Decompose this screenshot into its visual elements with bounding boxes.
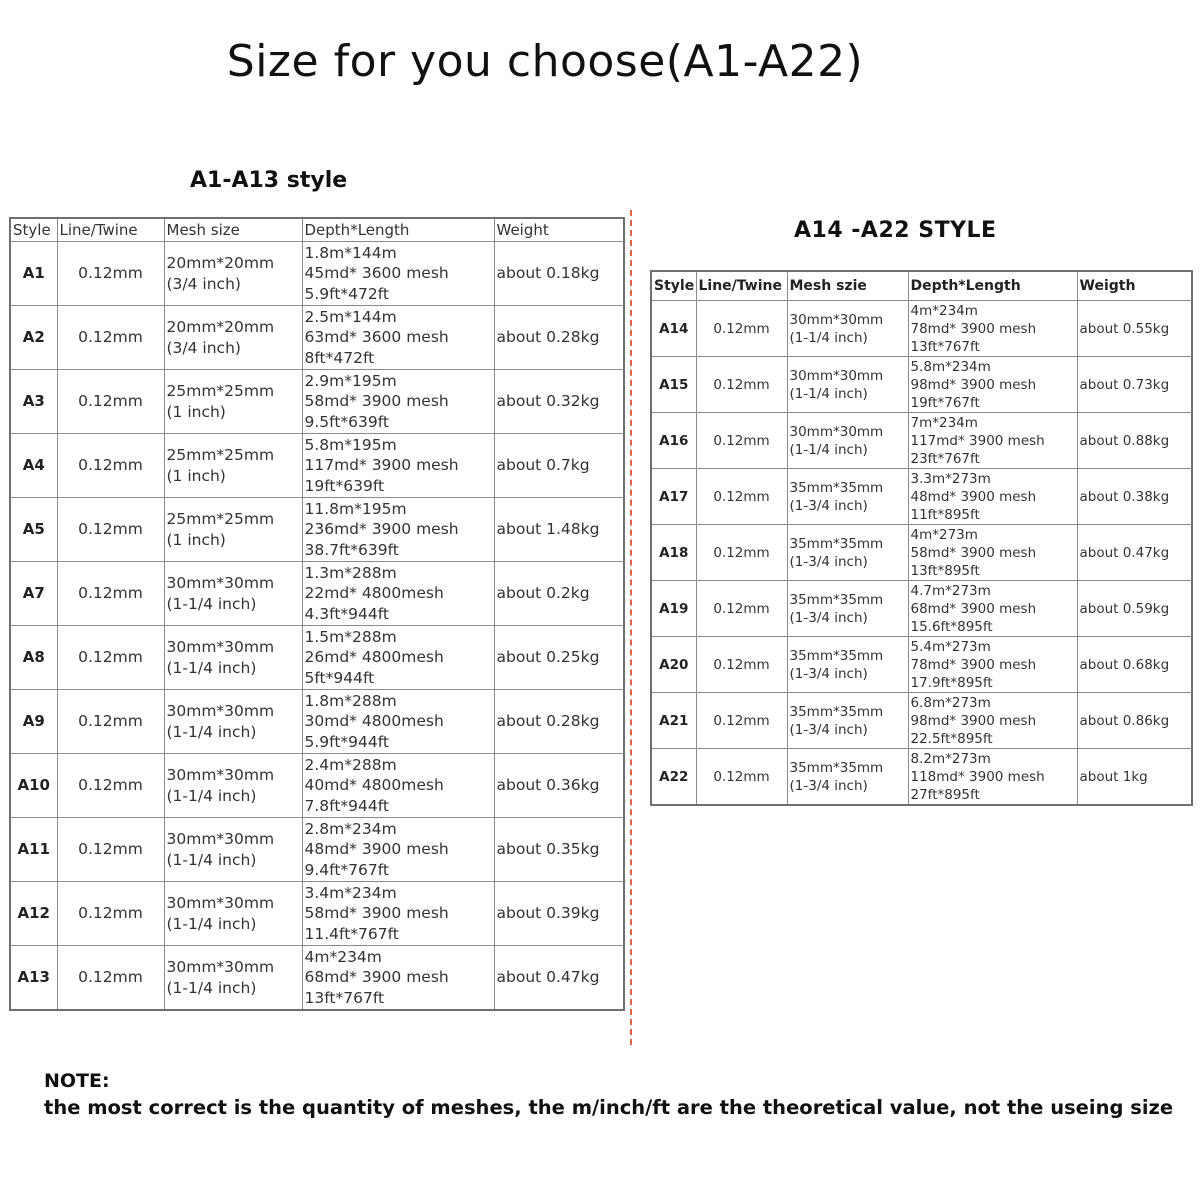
depth-length-cell-line: 8.2m*273m [910,750,991,767]
depth-length-cell-line: 7m*234m [910,414,978,431]
mesh-size-cell-line: 30mm*30mm [166,702,275,720]
weight-cell: about 0.55kg [1077,301,1192,357]
weight-cell: about 0.47kg [1077,525,1192,581]
table-header-row [651,271,1192,301]
mesh-size-cell-line: (3/4 inch) [166,338,241,357]
style-cell: A1 [10,242,57,306]
depth-length-cell [908,469,1077,525]
table-row [651,469,1192,525]
depth-length-cell [302,562,494,626]
weight-cell: about 0.28kg [494,690,624,754]
depth-length-cell-line: 8ft*472ft [304,348,375,367]
mesh-size-cell-line: 30mm*30mm [166,766,275,784]
line-twine-cell: 0.12mm [696,637,787,693]
mesh-size-cell-line: 35mm*35mm [789,759,884,776]
mesh-size-cell-line: (1-3/4 inch) [789,777,868,794]
line-twine-cell: 0.12mm [57,306,164,370]
depth-length-cell-line: 2.5m*144m [304,307,397,326]
depth-length-cell-line: 118md* 3900 mesh [910,768,1045,785]
weight-cell: about 0.68kg [1077,637,1192,693]
depth-length-cell-line: 4.3ft*944ft [304,604,390,623]
depth-length-cell [908,581,1077,637]
weight-cell: about 0.88kg [1077,413,1192,469]
style-cell: A16 [651,413,696,469]
mesh-size-cell-line: 20mm*20mm [166,318,275,336]
mesh-size-cell [787,693,908,749]
mesh-size-cell [787,413,908,469]
depth-length-cell-line: 68md* 3900 mesh [304,968,449,987]
header-weight: Weight [494,218,624,242]
table-row [10,562,624,626]
style-cell: A14 [651,301,696,357]
header-depth-length: Depth*Length [908,271,1077,301]
depth-length-cell-line: 11.8m*195m [304,499,407,518]
depth-length-cell-line: 7.8ft*944ft [304,796,390,815]
table-row [651,357,1192,413]
depth-length-cell-line: 38.7ft*639ft [304,540,399,559]
line-twine-cell: 0.12mm [57,562,164,626]
depth-length-cell-line: 17.9ft*895ft [910,674,993,691]
note-block [44,1070,1173,1119]
table-row [651,637,1192,693]
style-cell: A9 [10,690,57,754]
style-cell: A20 [651,637,696,693]
depth-length-cell [302,818,494,882]
mesh-size-cell-line: (3/4 inch) [166,274,241,293]
table-row [10,434,624,498]
header-style: Style [651,271,696,301]
note-text: the most correct is the quantity of meshes, the m/inch/ft are the theoretical value, not the useing size [44,1096,1174,1119]
depth-length-cell-line: 23ft*767ft [910,450,980,467]
line-twine-cell: 0.12mm [57,818,164,882]
mesh-size-cell [164,370,302,434]
line-twine-cell: 0.12mm [57,946,164,1011]
depth-length-cell-line: 9.4ft*767ft [304,860,390,879]
table-row [10,690,624,754]
table-row [651,301,1192,357]
mesh-size-cell [164,818,302,882]
depth-length-cell-line: 98md* 3900 mesh [910,376,1037,393]
style-cell: A19 [651,581,696,637]
weight-cell: about 0.18kg [494,242,624,306]
header-mesh-size: Mesh size [164,218,302,242]
mesh-size-cell [164,242,302,306]
mesh-size-cell [164,562,302,626]
mesh-size-cell-line: 30mm*30mm [166,958,275,976]
depth-length-cell-line: 98md* 3900 mesh [910,712,1037,729]
mesh-size-cell-line: 25mm*25mm [166,382,275,400]
line-twine-cell: 0.12mm [696,749,787,806]
style-cell: A2 [10,306,57,370]
depth-length-cell-line: 68md* 3900 mesh [910,600,1037,617]
depth-length-cell-line: 3.4m*234m [304,883,397,902]
table-header-row [10,218,624,242]
depth-length-cell-line: 1.3m*288m [304,563,397,582]
weight-cell: about 0.36kg [494,754,624,818]
mesh-size-cell [164,626,302,690]
depth-length-cell [908,357,1077,413]
depth-length-cell-line: 30md* 4800mesh [304,712,444,731]
line-twine-cell: 0.12mm [696,581,787,637]
depth-length-cell-line: 9.5ft*639ft [304,412,390,431]
depth-length-cell-line: 78md* 3900 mesh [910,656,1037,673]
line-twine-cell: 0.12mm [696,301,787,357]
depth-length-cell-line: 11.4ft*767ft [304,924,399,943]
weight-cell: about 0.32kg [494,370,624,434]
mesh-size-cell-line: (1-1/4 inch) [166,978,257,997]
mesh-size-cell-line: 35mm*35mm [789,703,884,720]
depth-length-cell-line: 2.8m*234m [304,819,397,838]
size-table-a1-a13 [9,217,625,1011]
weight-cell: about 0.35kg [494,818,624,882]
weight-cell: about 0.28kg [494,306,624,370]
depth-length-cell-line: 5.8m*234m [910,358,991,375]
mesh-size-cell-line: 20mm*20mm [166,254,275,272]
mesh-size-cell-line: 35mm*35mm [789,647,884,664]
style-cell: A18 [651,525,696,581]
mesh-size-cell-line: (1-3/4 inch) [789,609,868,626]
style-cell: A10 [10,754,57,818]
depth-length-cell [908,749,1077,806]
depth-length-cell [908,693,1077,749]
depth-length-cell [302,370,494,434]
header-depth-length: Depth*Length [302,218,494,242]
table-row [10,946,624,1011]
mesh-size-cell [164,946,302,1011]
depth-length-cell [302,882,494,946]
line-twine-cell: 0.12mm [57,754,164,818]
style-cell: A15 [651,357,696,413]
depth-length-cell-line: 2.4m*288m [304,755,397,774]
weight-cell: about 0.47kg [494,946,624,1011]
mesh-size-cell-line: 30mm*30mm [789,311,884,328]
mesh-size-cell-line: (1-1/4 inch) [166,914,257,933]
mesh-size-cell-line: (1-3/4 inch) [789,721,868,738]
style-cell: A22 [651,749,696,806]
style-cell: A21 [651,693,696,749]
mesh-size-cell-line: (1-1/4 inch) [166,786,257,805]
depth-length-cell [302,498,494,562]
mesh-size-cell-line: 35mm*35mm [789,535,884,552]
mesh-size-cell-line: 30mm*30mm [166,894,275,912]
line-twine-cell: 0.12mm [57,498,164,562]
line-twine-cell: 0.12mm [57,626,164,690]
depth-length-cell [908,637,1077,693]
depth-length-cell-line: 236md* 3900 mesh [304,520,459,539]
depth-length-cell-line: 15.6ft*895ft [910,618,993,635]
left-section-heading: A1-A13 style [190,168,348,193]
mesh-size-cell [164,498,302,562]
mesh-size-cell-line: 30mm*30mm [166,638,275,656]
depth-length-cell-line: 1.8m*288m [304,691,397,710]
line-twine-cell: 0.12mm [57,242,164,306]
depth-length-cell-line: 45md* 3600 mesh [304,264,449,283]
mesh-size-cell-line: 30mm*30mm [166,574,275,592]
weight-cell: about 1.48kg [494,498,624,562]
table-row [651,525,1192,581]
style-cell: A13 [10,946,57,1011]
depth-length-cell [302,626,494,690]
mesh-size-cell [164,434,302,498]
mesh-size-cell-line: (1-1/4 inch) [789,385,868,402]
depth-length-cell [302,242,494,306]
header-mesh-size: Mesh szie [787,271,908,301]
style-cell: A4 [10,434,57,498]
style-cell: A3 [10,370,57,434]
mesh-size-cell-line: 35mm*35mm [789,591,884,608]
mesh-size-cell-line: (1-1/4 inch) [166,594,257,613]
table-row [651,413,1192,469]
page-title: Size for you choose(A1-A22) [226,36,864,87]
note-label: NOTE: [44,1070,110,1092]
depth-length-cell-line: 5ft*944ft [304,668,375,687]
weight-cell: about 0.2kg [494,562,624,626]
weight-cell: about 0.39kg [494,882,624,946]
depth-length-cell-line: 11ft*895ft [910,506,980,523]
mesh-size-cell [164,754,302,818]
style-cell: A7 [10,562,57,626]
weight-cell: about 0.86kg [1077,693,1192,749]
depth-length-cell-line: 5.8m*195m [304,435,397,454]
table-row [10,754,624,818]
table-row [10,370,624,434]
section-divider [630,210,632,1045]
depth-length-cell-line: 1.5m*288m [304,627,397,646]
depth-length-cell-line: 6.8m*273m [910,694,991,711]
size-table-a14-a22 [650,270,1193,806]
depth-length-cell [908,301,1077,357]
line-twine-cell: 0.12mm [57,690,164,754]
mesh-size-cell-line: (1-1/4 inch) [166,658,257,677]
depth-length-cell-line: 27ft*895ft [910,786,980,803]
header-style: Style [10,218,57,242]
mesh-size-cell [787,637,908,693]
depth-length-cell-line: 5.9ft*944ft [304,732,390,751]
mesh-size-cell [787,469,908,525]
depth-length-cell-line: 3.3m*273m [910,470,991,487]
depth-length-cell-line: 4m*234m [304,947,382,966]
mesh-size-cell-line: 30mm*30mm [789,367,884,384]
line-twine-cell: 0.12mm [57,370,164,434]
weight-cell: about 0.73kg [1077,357,1192,413]
style-cell: A5 [10,498,57,562]
depth-length-cell-line: 63md* 3600 mesh [304,328,449,347]
depth-length-cell-line: 58md* 3900 mesh [304,392,449,411]
mesh-size-cell [787,301,908,357]
mesh-size-cell-line: 30mm*30mm [166,830,275,848]
mesh-size-cell-line: (1-3/4 inch) [789,497,868,514]
depth-length-cell-line: 19ft*639ft [304,476,385,495]
mesh-size-cell-line: (1 inch) [166,530,226,549]
depth-length-cell-line: 117md* 3900 mesh [910,432,1045,449]
table-row [651,749,1192,806]
depth-length-cell-line: 58md* 3900 mesh [304,904,449,923]
depth-length-cell-line: 13ft*895ft [910,562,980,579]
mesh-size-cell-line: 25mm*25mm [166,446,275,464]
weight-cell: about 0.7kg [494,434,624,498]
weight-cell: about 1kg [1077,749,1192,806]
mesh-size-cell-line: (1 inch) [166,466,226,485]
depth-length-cell [908,525,1077,581]
depth-length-cell-line: 40md* 4800mesh [304,776,444,795]
depth-length-cell-line: 2.9m*195m [304,371,397,390]
mesh-size-cell [164,306,302,370]
mesh-size-cell-line: (1 inch) [166,402,226,421]
depth-length-cell-line: 1.8m*144m [304,243,397,262]
line-twine-cell: 0.12mm [696,413,787,469]
table-body [10,242,624,1011]
mesh-size-cell-line: (1-1/4 inch) [789,441,868,458]
depth-length-cell [302,434,494,498]
mesh-size-cell-line: (1-1/4 inch) [166,722,257,741]
depth-length-cell [302,754,494,818]
mesh-size-cell-line: (1-1/4 inch) [166,850,257,869]
depth-length-cell-line: 22.5ft*895ft [910,730,993,747]
table-row [651,693,1192,749]
depth-length-cell-line: 5.4m*273m [910,638,991,655]
depth-length-cell-line: 78md* 3900 mesh [910,320,1037,337]
mesh-size-cell [787,749,908,806]
line-twine-cell: 0.12mm [696,693,787,749]
weight-cell: about 0.25kg [494,626,624,690]
line-twine-cell: 0.12mm [57,882,164,946]
table-row [10,882,624,946]
style-cell: A11 [10,818,57,882]
depth-length-cell-line: 19ft*767ft [910,394,980,411]
depth-length-cell [302,946,494,1011]
table-row [10,626,624,690]
header-weight: Weigth [1077,271,1192,301]
depth-length-cell-line: 4m*273m [910,526,978,543]
mesh-size-cell-line: (1-1/4 inch) [789,329,868,346]
style-cell: A8 [10,626,57,690]
depth-length-cell-line: 117md* 3900 mesh [304,456,459,475]
depth-length-cell-line: 48md* 3900 mesh [910,488,1037,505]
depth-length-cell-line: 13ft*767ft [910,338,980,355]
depth-length-cell-line: 13ft*767ft [304,988,385,1007]
line-twine-cell: 0.12mm [696,469,787,525]
mesh-size-cell [164,690,302,754]
depth-length-cell-line: 4m*234m [910,302,978,319]
depth-length-cell-line: 26md* 4800mesh [304,648,444,667]
depth-length-cell-line: 5.9ft*472ft [304,284,390,303]
header-line-twine: Line/Twine [57,218,164,242]
table-row [10,242,624,306]
table-row [10,498,624,562]
mesh-size-cell [787,525,908,581]
depth-length-cell [302,690,494,754]
line-twine-cell: 0.12mm [696,357,787,413]
line-twine-cell: 0.12mm [696,525,787,581]
mesh-size-cell-line: 25mm*25mm [166,510,275,528]
right-section-heading: A14 -A22 STYLE [794,218,997,243]
mesh-size-cell [787,357,908,413]
table-body [651,301,1192,806]
table-row [651,581,1192,637]
depth-length-cell [302,306,494,370]
style-cell: A17 [651,469,696,525]
table-row [10,818,624,882]
table-row [10,306,624,370]
depth-length-cell-line: 4.7m*273m [910,582,991,599]
mesh-size-cell [164,882,302,946]
header-line-twine: Line/Twine [696,271,787,301]
depth-length-cell-line: 22md* 4800mesh [304,584,444,603]
mesh-size-cell-line: 30mm*30mm [789,423,884,440]
style-cell: A12 [10,882,57,946]
depth-length-cell [908,413,1077,469]
weight-cell: about 0.38kg [1077,469,1192,525]
depth-length-cell-line: 58md* 3900 mesh [910,544,1037,561]
weight-cell: about 0.59kg [1077,581,1192,637]
mesh-size-cell-line: (1-3/4 inch) [789,553,868,570]
mesh-size-cell-line: 35mm*35mm [789,479,884,496]
mesh-size-cell-line: (1-3/4 inch) [789,665,868,682]
mesh-size-cell [787,581,908,637]
line-twine-cell: 0.12mm [57,434,164,498]
depth-length-cell-line: 48md* 3900 mesh [304,840,449,859]
